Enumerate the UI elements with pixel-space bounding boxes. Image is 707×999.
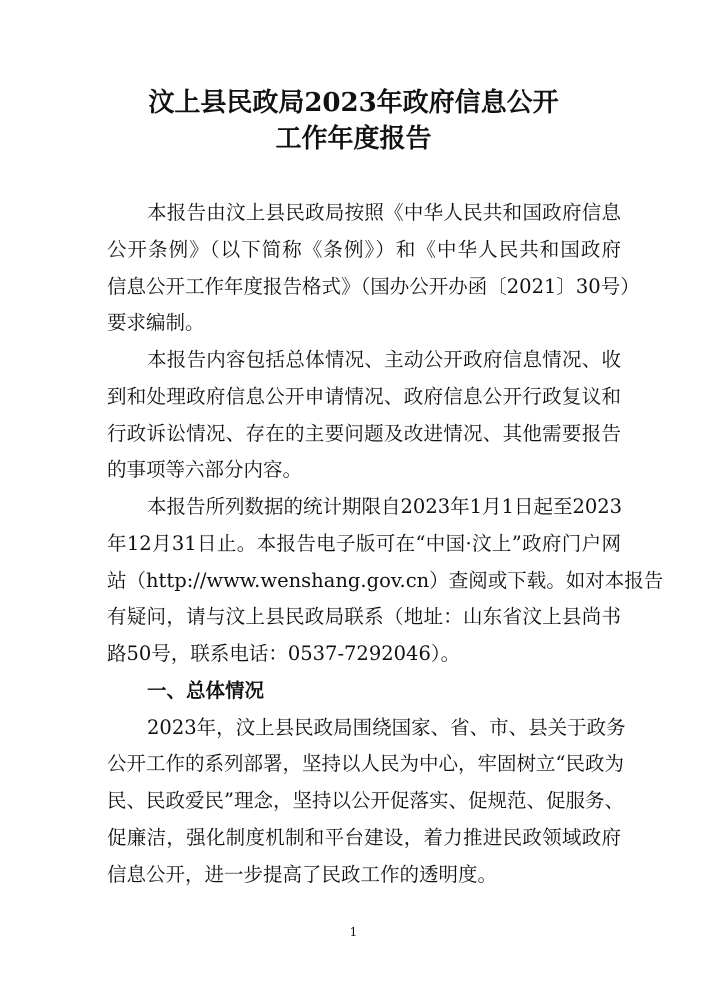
text-line: 年12月31日止。本报告电子版可在“中国·汶上”政府门户网 <box>107 531 621 555</box>
text-line: 有疑问，请与汶上县民政局联系（地址：山东省汶上县尚书 <box>107 605 621 629</box>
text-line: 要求编制。 <box>107 311 205 335</box>
text-line: 本报告由汶上县民政局按照《中华人民共和国政府信息 <box>147 201 621 224</box>
section-heading: 一、总体情况 <box>147 678 265 702</box>
document-title-line-2: 工作年度报告 <box>275 124 432 154</box>
text-line: 2023年，汶上县民政局围绕国家、省、市、县关于政务 <box>147 715 626 739</box>
document-body <box>107 195 664 893</box>
text-line: 站（http://www.wenshang.gov.cn）查阅或下载。如对本报告 <box>107 568 664 592</box>
text-line: 的事项等六部分内容。 <box>107 458 303 482</box>
text-line: 本报告内容包括总体情况、主动公开政府信息情况、收 <box>147 348 621 371</box>
text-line: 路50号，联系电话：0537-7292046）。 <box>107 642 461 665</box>
text-line: 民、民政爱民”理念，坚持以公开促落实、促规范、促服务、 <box>107 789 624 812</box>
text-line: 公开条例》（以下简称《条例》）和《中华人民共和国政府 <box>107 237 621 261</box>
text-line: 到和处理政府信息公开申请情况、政府信息公开行政复议和 <box>107 384 621 408</box>
document-title-line-1: 汶上县民政局2023年政府信息公开 <box>148 88 559 118</box>
text-line: 促廉洁，强化制度机制和平台建设，着力推进民政领域政府 <box>107 825 621 849</box>
text-line: 本报告所列数据的统计期限自2023年1月1日起至2023 <box>147 495 623 518</box>
page-number: 1 <box>349 925 358 939</box>
text-line: 信息公开工作年度报告格式》（国办公开办函〔2021〕30号） <box>107 274 640 298</box>
text-line: 行政诉讼情况、存在的主要问题及改进情况、其他需要报告 <box>107 421 621 445</box>
text-line: 信息公开，进一步提高了民政工作的透明度。 <box>107 862 498 886</box>
text-line: 公开工作的系列部署，坚持以人民为中心，牢固树立“民政为 <box>107 752 624 776</box>
